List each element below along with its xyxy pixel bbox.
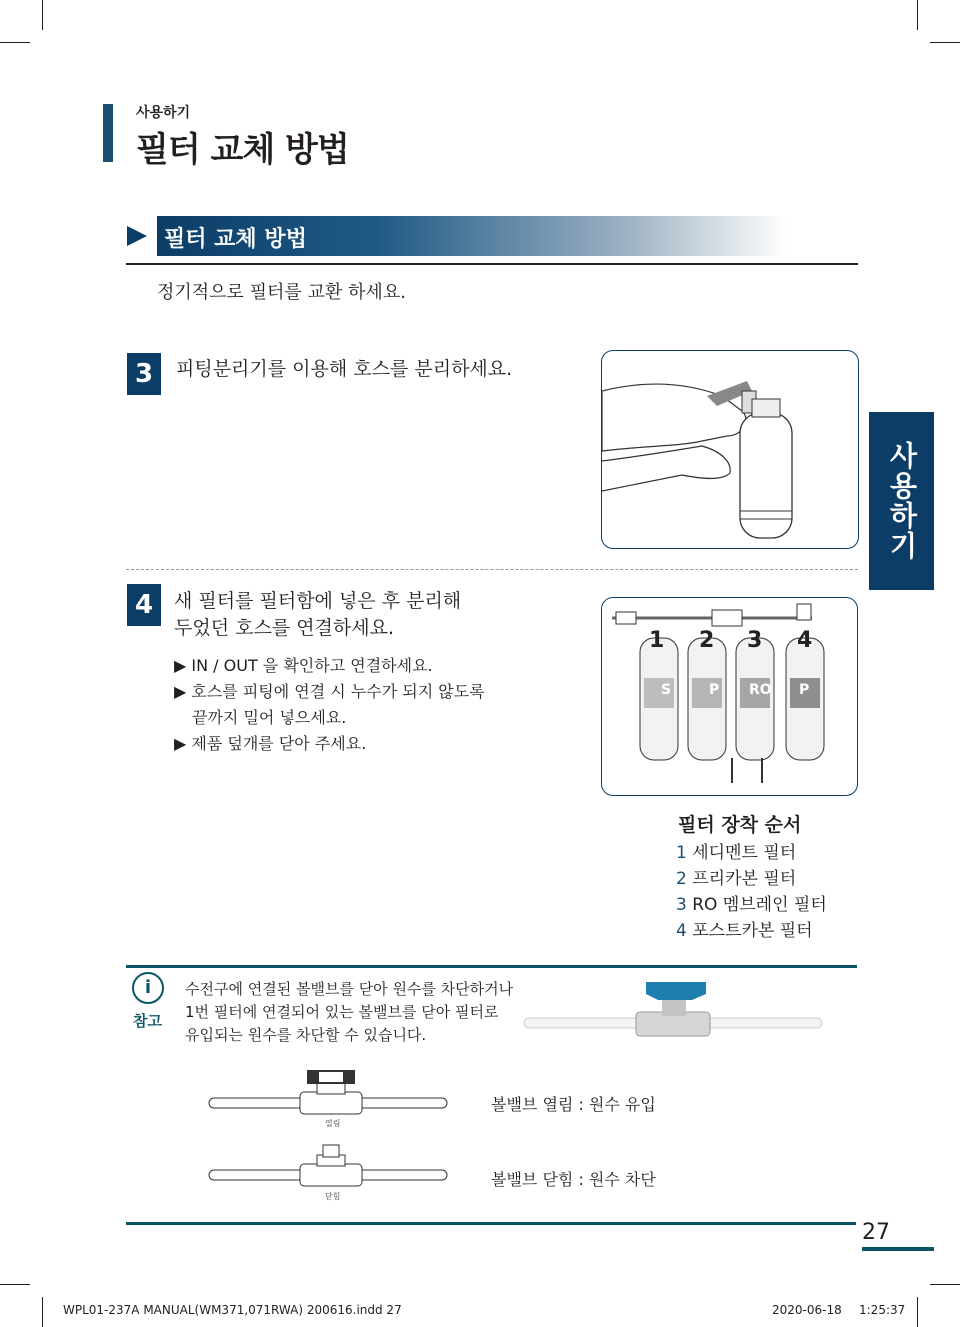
ball-valve-illustration xyxy=(522,978,824,1042)
crop-mark xyxy=(930,42,960,43)
hose-removal-illustration xyxy=(601,350,859,549)
crop-mark xyxy=(917,1297,918,1327)
filter-order-item xyxy=(676,866,796,892)
note-top-rule xyxy=(126,965,857,968)
footer-time: 1:25:37 xyxy=(859,1303,906,1317)
filter-order-item xyxy=(676,892,827,918)
valve-open-small-label: 열림 xyxy=(325,1119,341,1128)
valve-closed-small-label: 닫힘 xyxy=(325,1192,341,1201)
play-arrow-icon xyxy=(127,226,147,246)
page-title: 필터 교체 방법 xyxy=(136,130,349,170)
section-label: 사용하기 xyxy=(136,105,191,121)
filter-installation-illustration xyxy=(601,597,858,796)
note-line: 유입되는 원수를 차단할 수 있습니다. xyxy=(185,1026,427,1044)
title-accent-bar xyxy=(103,104,113,162)
page-number: 27 xyxy=(862,1220,890,1245)
filter-order-label: 프리카본 필터 xyxy=(692,869,797,889)
filter-cartridges xyxy=(640,638,824,760)
banner-title: 필터 교체 방법 xyxy=(164,227,307,252)
crop-mark xyxy=(930,1284,960,1285)
filter-label-p: P xyxy=(709,682,720,698)
crop-mark xyxy=(917,0,918,30)
filter-number-3: 3 xyxy=(747,628,763,653)
valve-open-diagram xyxy=(207,1068,449,1132)
crop-mark xyxy=(42,1297,43,1327)
filter-order-number: 1 xyxy=(676,843,687,863)
filter-order-number: 2 xyxy=(676,869,687,889)
bottom-rule xyxy=(126,1222,856,1225)
side-tab-label: 사용하기 xyxy=(885,441,919,561)
filter-number-4: 4 xyxy=(797,628,813,653)
note-line: 1번 필터에 연결되어 있는 볼밸브를 닫아 필터로 xyxy=(185,1003,499,1021)
bullet-close-cover: ▶ 제품 덮개를 닫아 주세요. xyxy=(174,734,367,753)
crop-mark xyxy=(42,0,43,30)
step-4-text-line1: 새 필터를 필터함에 넣은 후 분리해 xyxy=(174,590,462,612)
crop-mark xyxy=(0,1284,30,1285)
step-3-badge: 3 xyxy=(127,353,161,395)
filter-order-item xyxy=(676,918,813,944)
valve-closed-diagram xyxy=(207,1143,449,1205)
filter-order-number: 4 xyxy=(676,921,687,941)
banner-underline xyxy=(126,263,858,265)
filter-order-title: 필터 장착 순서 xyxy=(678,814,802,836)
step-4-badge: 4 xyxy=(127,584,161,626)
note-text xyxy=(185,978,513,1047)
filter-label-ro: RO xyxy=(749,682,772,698)
filter-order-label: 세디멘트 필터 xyxy=(692,843,797,863)
note-label: 참고 xyxy=(133,1012,162,1030)
bullet-in-out: ▶ IN / OUT 을 확인하고 연결하세요. xyxy=(174,656,433,675)
info-icon: i xyxy=(132,972,164,1004)
crop-mark xyxy=(0,42,30,43)
filter-label-p2: P xyxy=(799,682,810,698)
filter-label-s: S xyxy=(661,682,672,698)
note-line: 수전구에 연결된 볼밸브를 닫아 원수를 차단하거나 xyxy=(185,980,514,998)
bullet-hose-fitting-cont: 끝까지 밀어 넣으세요. xyxy=(192,708,347,727)
intro-text: 정기적으로 필터를 교환 하세요. xyxy=(157,282,406,303)
valve-open-caption: 볼밸브 열림 : 원수 유입 xyxy=(491,1095,656,1114)
step-4-text-line2: 두었던 호스를 연결하세요. xyxy=(174,617,395,639)
filter-order-label: RO 멤브레인 필터 xyxy=(692,895,827,915)
step-3-text: 피팅분리기를 이용해 호스를 분리하세요. xyxy=(176,358,513,380)
valve-closed-caption: 볼밸브 닫힘 : 원수 차단 xyxy=(491,1170,656,1189)
filter-number-2: 2 xyxy=(699,628,715,653)
footer-date: 2020-06-18 xyxy=(772,1303,842,1317)
filter-order-label: 포스트카본 필터 xyxy=(692,921,813,941)
page-number-bar xyxy=(862,1247,934,1251)
filter-order-number: 3 xyxy=(676,895,687,915)
step-divider xyxy=(126,569,858,570)
bullet-hose-fitting: ▶ 호스를 피팅에 연결 시 누수가 되지 않도록 xyxy=(174,682,485,701)
side-tab xyxy=(869,412,934,590)
filter-order-item xyxy=(676,840,796,866)
filter-number-1: 1 xyxy=(649,628,665,653)
footer-file: WPL01-237A MANUAL(WM371,071RWA) 200616.indd 27 xyxy=(63,1303,402,1317)
